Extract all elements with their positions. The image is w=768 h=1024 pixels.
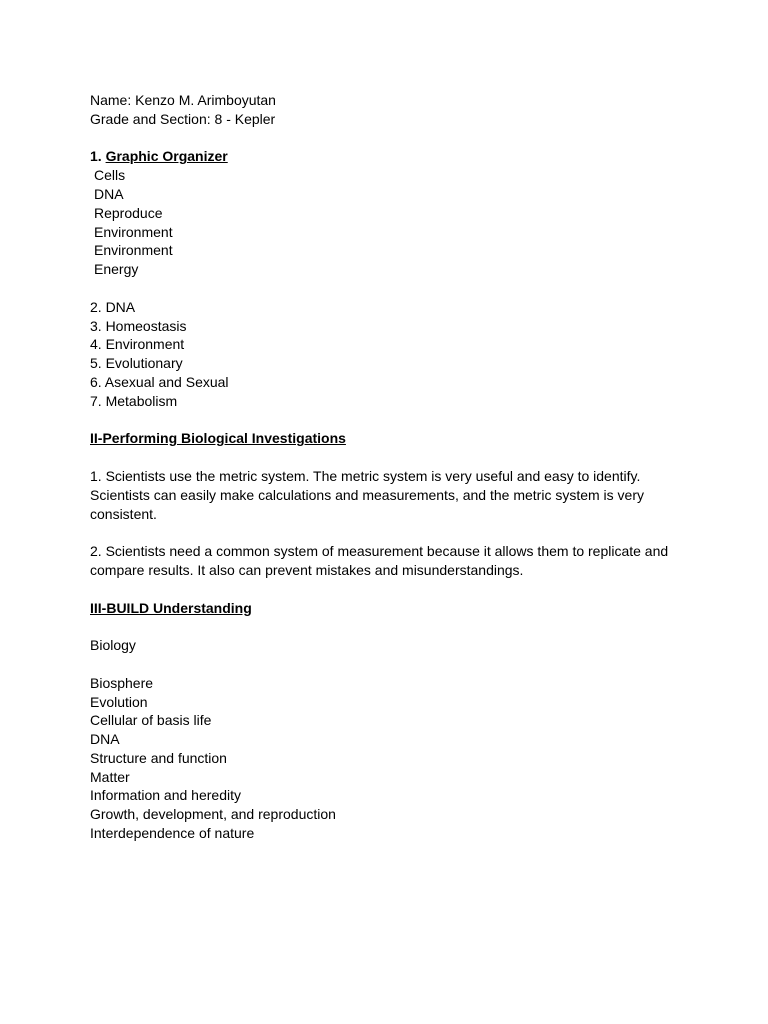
concept-item: Information and heredity [90, 787, 241, 804]
organizer-item: Environment [94, 242, 173, 259]
organizer-item: Energy [94, 261, 139, 278]
concept-item: DNA [90, 731, 120, 748]
concept-item: Growth, development, and reproduction [90, 806, 336, 823]
spacer [90, 279, 690, 298]
organizer-item: Reproduce [94, 204, 163, 221]
spacer [90, 129, 690, 148]
spacer [90, 580, 690, 599]
answer-item: 3. Homeostasis [90, 317, 187, 334]
section3-title: III-BUILD Understanding [90, 599, 252, 616]
answer-item: 4. Environment [90, 336, 185, 353]
answer-item: 2. DNA [90, 298, 136, 315]
organizer-item: Cells [94, 167, 126, 184]
spacer [90, 411, 690, 430]
concept-item: Matter [90, 768, 130, 785]
spacer [90, 523, 690, 542]
section1-heading [90, 147, 690, 166]
grade-section: Grade and Section: 8 - Kepler [90, 110, 276, 127]
concept-item: Structure and function [90, 749, 227, 766]
concept-item: Biosphere [90, 674, 154, 691]
concept-item: Evolution [90, 693, 148, 710]
concept-item: Cellular of basis life [90, 712, 212, 729]
section1-title: Graphic Organizer [105, 148, 228, 165]
spacer [90, 655, 690, 674]
organizer-item: DNA [94, 185, 124, 202]
section2-paragraph: 2. Scientists need a common system of measurement because it allows them to replicate and compare results. It also can prevent mistakes and misunderstandings. [90, 543, 669, 578]
answer-item: 6. Asexual and Sexual [90, 373, 229, 390]
section2-title: II-Performing Biological Investigations [90, 430, 346, 447]
answer-item: 5. Evolutionary [90, 355, 183, 372]
document-page [90, 91, 690, 843]
spacer [90, 448, 690, 467]
answer-item: 7. Metabolism [90, 392, 178, 409]
concept-item: Interdependence of nature [90, 825, 255, 842]
organizer-item: Environment [94, 223, 173, 240]
section3-subtitle: Biology [90, 637, 136, 654]
section1-number: 1. [90, 148, 106, 165]
spacer [90, 617, 690, 636]
student-name: Name: Kenzo M. Arimboyutan [90, 92, 276, 108]
section2-paragraph: 1. Scientists use the metric system. The metric system is very useful and easy to identify. Scientists can easily make calculations and measurements, and the metric system is very consistent. [90, 467, 645, 522]
